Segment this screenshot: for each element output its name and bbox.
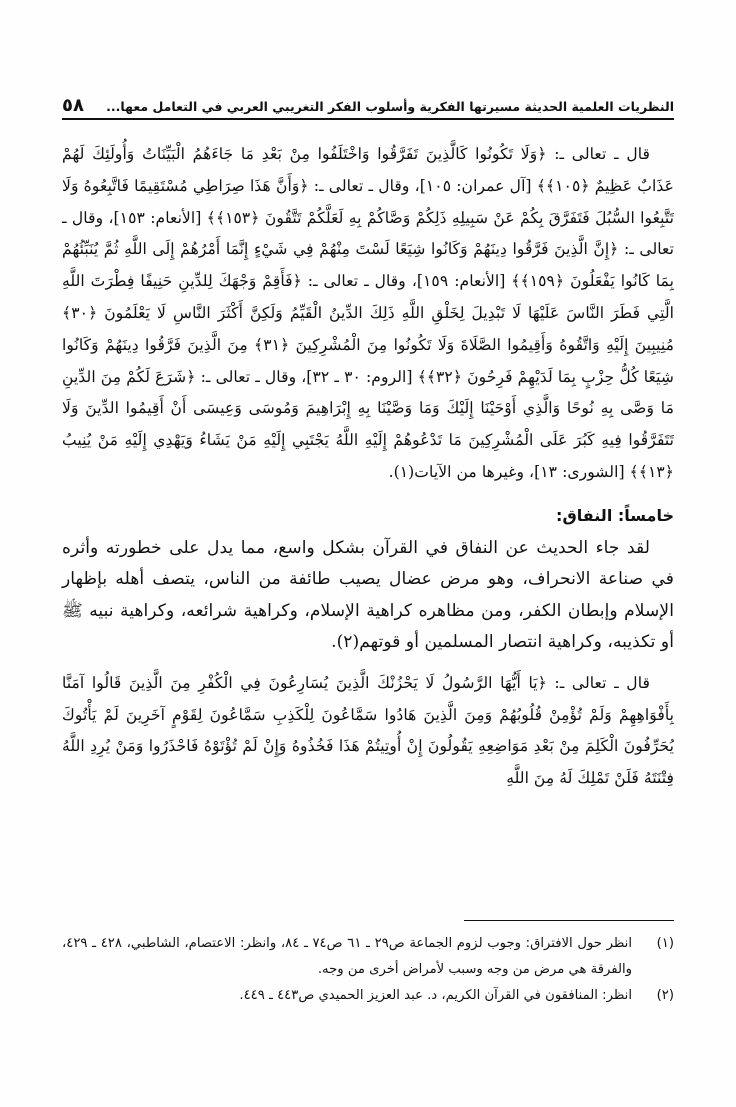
- nifaq-paragraph: لقد جاء الحديث عن النفاق في القرآن بشكل واسع، مما يدل على خطورته وأثره في صناعة الانحراف، وهو مرض عضال يصيب طائفة من الناس، يتصف أهله بإظهار الإسلام وإبطان الكفر، ومن مظاهره كراهية الإسلام، وكراهية شرائعه، وكراهية نبيه ﷺ أو تكذيبه، وكراهية انتصار المسلمين أو قوتهم(٢).: [62, 537, 674, 653]
- section-heading: خامساً: النفاق:: [556, 505, 674, 525]
- footnote: [62, 931, 674, 983]
- quran-verses-paragraph-2: قال ـ تعالى ـ: ﴿يَا أَيُّهَا الرَّسُولُ لَا يَحْزُنْكَ الَّذِينَ يُسَارِعُونَ فِي الْكُفْرِ مِنَ الَّذِينَ قَالُوا آمَنَّا بِأَفْوَاهِهِمْ وَلَمْ تُؤْمِنْ قُلُوبُهُمْ وَمِنَ الَّذِينَ هَادُوا سَمَّاعُونَ لِلْكَذِبِ سَمَّاعُونَ لِقَوْمٍ آخَرِينَ لَمْ يَأْتُوكَ يُحَرِّفُونَ الْكَلِمَ مِنْ بَعْدِ مَوَاضِعِهِ يَقُولُونَ إِنْ أُوتِيتُمْ هَذَا فَخُذُوهُ وَإِنْ لَمْ تُؤْتَوْهُ فَاحْذَرُوا وَمَنْ يُرِدِ اللَّهُ فِتْنَتَهُ فَلَنْ تَمْلِكَ لَهُ مِنَ اللَّهِ: [62, 672, 674, 788]
- footnote-divider: [464, 920, 674, 921]
- footnote-number: (٢): [656, 988, 674, 1003]
- footnote: [62, 983, 674, 1009]
- quran-verses-paragraph: قال ـ تعالى ـ: ﴿وَلَا تَكُونُوا كَالَّذِينَ تَفَرَّقُوا وَاخْتَلَفُوا مِنْ بَعْدِ مَا جَاءَهُمُ الْبَيِّنَاتُ وَأُولَئِكَ لَهُمْ عَذَابٌ عَظِيمٌ ﴿١٠٥﴾﴾ [آل عمران: ١٠٥]، وقال ـ تعالى ـ: ﴿وَأَنَّ هَذَا صِرَاطِي مُسْتَقِيمًا فَاتَّبِعُوهُ وَلَا تَتَّبِعُوا السُّبُلَ فَتَفَرَّقَ بِكُمْ عَنْ سَبِيلِهِ ذَلِكُمْ وَصَّاكُمْ بِهِ لَعَلَّكُمْ تَتَّقُونَ ﴿١٥٣﴾﴾ [الأنعام: ١٥٣]، وقال ـ تعالى ـ: ﴿إِنَّ الَّذِينَ فَرَّقُوا دِينَهُمْ وَكَانُوا شِيَعًا لَسْتَ مِنْهُمْ فِي شَيْءٍ إِنَّمَا أَمْرُهُمْ إِلَى اللَّهِ ثُمَّ يُنَبِّئُهُمْ بِمَا كَانُوا يَفْعَلُونَ ﴿١٥٩﴾﴾ [الأنعام: ١٥٩]، وقال ـ تعالى ـ: ﴿فَأَقِمْ وَجْهَكَ لِلدِّينِ حَنِيفًا فِطْرَتَ اللَّهِ الَّتِي فَطَرَ النَّاسَ عَلَيْهَا لَا تَبْدِيلَ لِخَلْقِ اللَّهِ ذَلِكَ الدِّينُ الْقَيِّمُ وَلَكِنَّ أَكْثَرَ النَّاسِ لَا يَعْلَمُونَ ﴿٣٠﴾ مُنِيبِينَ إِلَيْهِ وَاتَّقُوهُ وَأَقِيمُوا الصَّلَاةَ وَلَا تَكُونُوا مِنَ الْمُشْرِكِينَ ﴿٣١﴾ مِنَ الَّذِينَ فَرَّقُوا دِينَهُمْ وَكَانُوا شِيَعًا كُلُّ حِزْبٍ بِمَا لَدَيْهِمْ فَرِحُونَ ﴿٣٢﴾﴾ [الروم: ٣٠ ـ ٣٢]، وقال ـ تعالى ـ: ﴿شَرَعَ لَكُمْ مِنَ الدِّينِ مَا وَصَّى بِهِ نُوحًا وَالَّذِي أَوْحَيْنَا إِلَيْكَ وَمَا وَصَّيْنَا بِهِ إِبْرَاهِيمَ وَمُوسَى وَعِيسَى أَنْ أَقِيمُوا الدِّينَ وَلَا تَتَفَرَّقُوا فِيهِ كَبُرَ عَلَى الْمُشْرِكِينَ مَا تَدْعُوهُمْ إِلَيْهِ اللَّهُ يَجْتَبِي إِلَيْهِ مَنْ يَشَاءُ وَيَهْدِي إِلَيْهِ مَنْ يُنِيبُ ﴿١٣﴾﴾ [الشورى: ١٣]، وغيرها من الآيات(١).: [62, 144, 675, 481]
- page-number: ٥٨: [62, 95, 84, 116]
- footnote-number: (١): [656, 936, 674, 951]
- footnote-text: انظر: المنافقون في القرآن الكريم، د. عبد العزيز الحميدي ص٤٤٣ ـ ٤٤٩.: [239, 988, 632, 1003]
- page-body: [62, 138, 674, 794]
- footnote-text: انظر حول الافتراق: وجوب لزوم الجماعة ص٢٩ ـ ٦١ ص٧٤ ـ ٨٤، وانظر: الاعتصام، الشاطبي، ٤٢٨ ـ ٤٢٩، والفرقة هي مرض من وجه وسبب لأمراض أخرى من وجه.: [62, 936, 632, 977]
- page-header: [62, 88, 674, 120]
- running-title: النظريات العلمية الحديثة مسيرتها الفكرية وأسلوب الفكر التغريبي العربي في التعامل معها...: [106, 99, 674, 114]
- footnotes: [62, 920, 674, 1009]
